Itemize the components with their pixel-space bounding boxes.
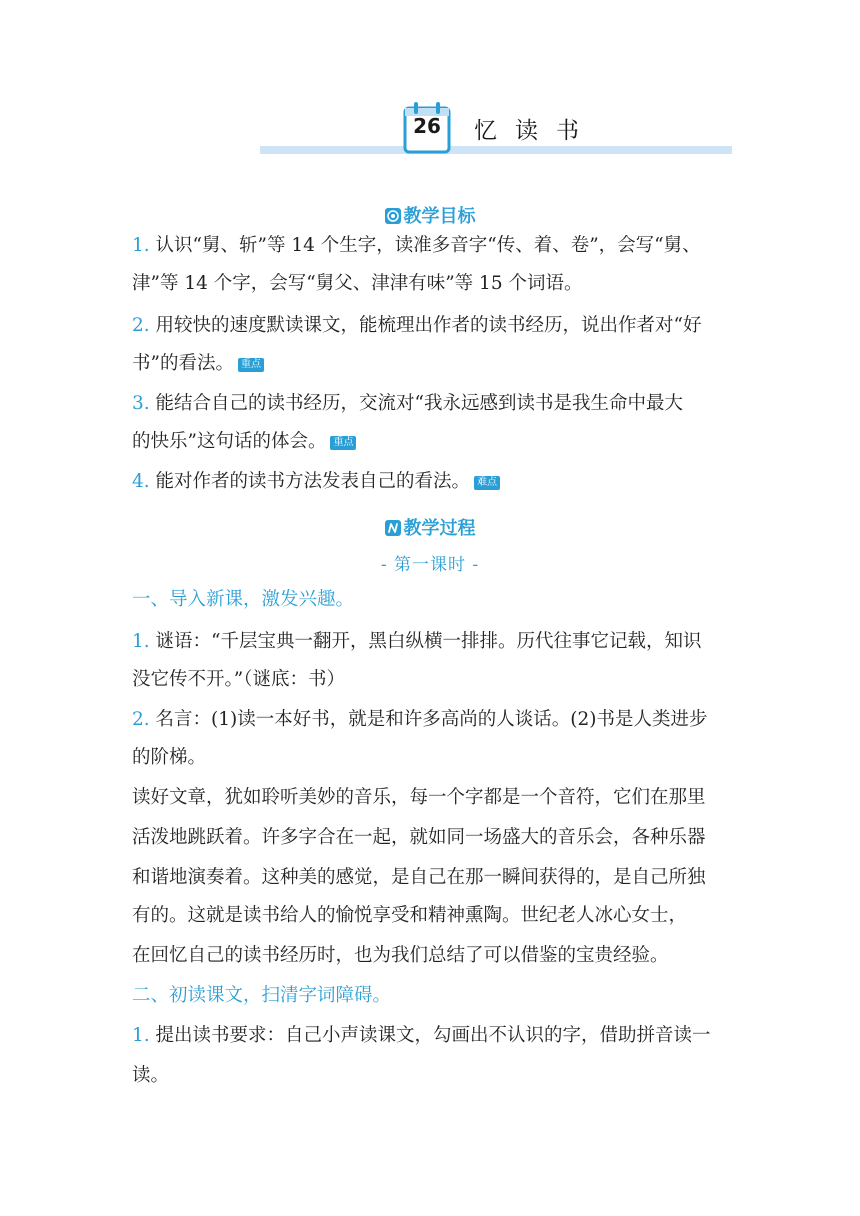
item-number: 1.	[132, 1025, 150, 1046]
goal-number: 4.	[132, 471, 150, 492]
section-heading-goals	[0, 202, 860, 228]
goal-item-1	[132, 234, 701, 258]
goal-text: 能对作者的读书方法发表自己的看法。	[155, 471, 471, 492]
list-item-cont	[132, 746, 206, 770]
item-text: 名言：(1)读一本好书，就是和许多高尚的人谈话。(2)书是人类进步	[155, 709, 708, 730]
goal-text: 能结合自己的读书经历，交流对“我永远感到读书是我生命中最大	[155, 393, 684, 414]
goal-item-2-cont	[132, 352, 264, 376]
goal-item-3	[132, 392, 683, 416]
goal-item-2	[132, 314, 702, 338]
page-title: 忆读书	[474, 118, 597, 144]
list-item	[132, 630, 702, 654]
paragraph-line: 有的。这就是读书给人的愉悦享受和精神熏陶。世纪老人冰心女士，	[132, 905, 688, 926]
key-point-badge: 重点	[238, 358, 264, 372]
key-point-badge: 重点	[330, 436, 356, 450]
item-text: 提出读书要求：自己小声读课文，勾画出不认识的字，借助拼音读一	[155, 1025, 711, 1046]
goal-number: 2.	[132, 315, 150, 336]
item-number: 1.	[132, 631, 150, 652]
part-heading-2: 二、初读课文，扫清字词障碍。	[132, 985, 392, 1006]
lesson-header	[0, 0, 860, 170]
paragraph-line: 和谐地演奏着。这种美的感觉，是自己在那一瞬间获得的，是自己所独	[132, 867, 706, 888]
goal-text: 的快乐”这句话的体会。	[132, 431, 327, 452]
goal-number: 3.	[132, 393, 150, 414]
section-heading-process-label: 教学过程	[403, 518, 476, 539]
goal-text: 用较快的速度默读课文，能梳理出作者的读书经历，说出作者对“好	[155, 315, 702, 336]
paragraph-line: 活泼地跳跃着。许多字合在一起，就如同一场盛大的音乐会，各种乐器	[132, 827, 706, 848]
goal-item-1-cont	[132, 272, 582, 296]
title-underline-bar	[260, 146, 732, 154]
section-heading-process	[0, 514, 860, 540]
period-heading: - 第一课时 -	[380, 555, 480, 575]
part-heading-1: 一、导入新课，激发兴趣。	[132, 589, 355, 610]
target-icon	[385, 208, 401, 224]
goal-item-4	[132, 470, 500, 494]
goal-text: 书”的看法。	[132, 353, 234, 374]
paragraph-line: 在回忆自己的读书经历时，也为我们总结了可以借鉴的宝贵经验。	[132, 945, 669, 966]
goal-number: 1.	[132, 235, 150, 256]
item-text: 的阶梯。	[132, 747, 207, 768]
list-item	[132, 708, 707, 732]
item-text: 谜语：“千层宝典一翻开，黑白纵横一排排。历代往事它记载，知识	[155, 631, 702, 652]
item-number: 2.	[132, 709, 150, 730]
process-icon	[385, 520, 401, 536]
goal-item-3-cont	[132, 430, 356, 454]
goal-text: 认识“舅、斩”等 14 个生字，读准多音字“传、着、卷”，会写“舅、	[155, 235, 701, 256]
list-item	[132, 1024, 711, 1048]
lesson-number: 26	[413, 114, 441, 138]
item-text: 读。	[132, 1065, 170, 1086]
section-heading-goals-label: 教学目标	[403, 206, 476, 227]
goal-text: 津”等 14 个字，会写“舅父、津津有味”等 15 个词语。	[132, 273, 583, 294]
list-item-cont	[132, 668, 345, 692]
item-text: 没它传不开。”（谜底：书）	[132, 669, 345, 690]
list-item-cont	[132, 1064, 169, 1088]
difficult-point-badge: 难点	[474, 476, 500, 490]
paragraph-line: 读好文章，犹如聆听美妙的音乐，每一个字都是一个音符，它们在那里	[132, 787, 706, 808]
